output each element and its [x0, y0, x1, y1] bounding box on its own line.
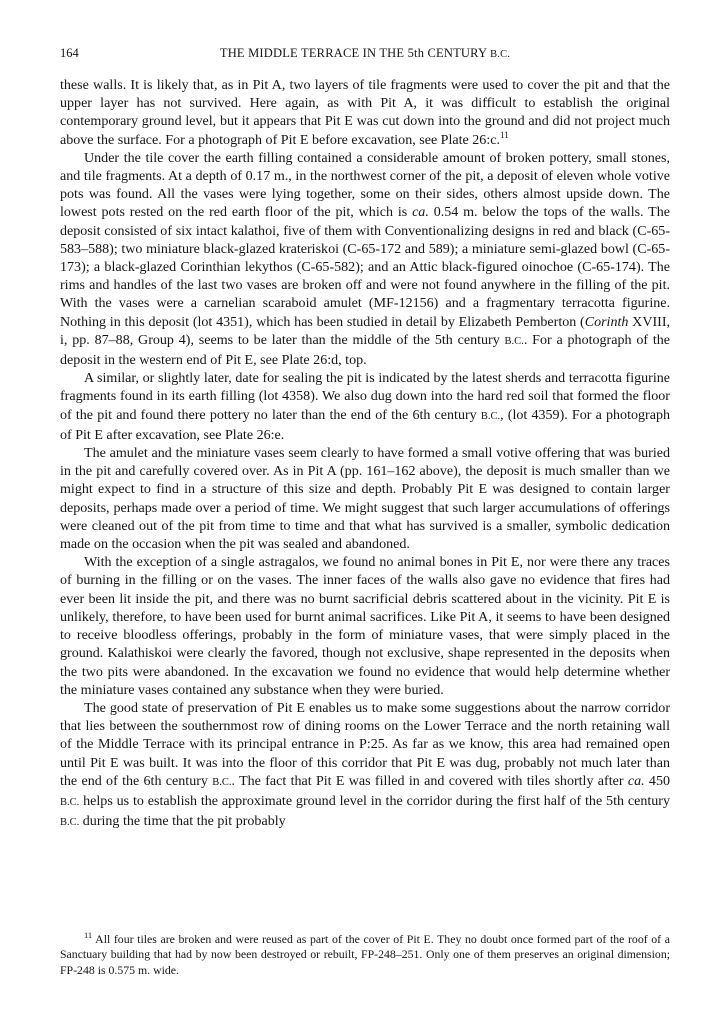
paragraph-text: these walls. It is likely that, as in Pit A, two layers of tile fragments were used to cover the pit and that the upper layer has not survived. Here again, as with Pit A, it was difficult to establish the original contemporary ground level, but it appears that Pit E was cut down into the ground and did not project much above the surface. For a photograph of Pit E before excavation, see Plate 26:c. — [60, 77, 670, 148]
era-bc: B.C. — [60, 796, 80, 808]
paragraph-text: . The fact that Pit E was filled in and covered with tiles shortly after — [231, 772, 624, 789]
paragraph-text: The good state of preservation of Pit E enables us to make some suggestions about the narrow corridor that lies between the southernmost row of dining rooms on the Lower Terrace and the north retaining wall of the Middle Terrace with its principal entrance in P:25. As far as we know, this area had remained open until Pit E was built. It was into the floor of this corridor that Pit E was dug, probably not much later than the end of the 6th century — [60, 699, 670, 789]
paragraph-6 — [60, 699, 670, 832]
footnote — [60, 932, 670, 978]
page — [60, 46, 670, 832]
paragraph-text: during the time that the pit probably — [82, 813, 286, 830]
citation-title: Corinth — [584, 313, 629, 330]
paragraph-5: With the exception of a single astragalos, we found no animal bones in Pit E, nor were there any traces of burning in the filling or on the vases. The inner faces of the walls also gave no evidence that fires had ever been lit inside the pit, and there was no burnt sacrificial debris scattered about in the vicinity. Pit E is unlikely, therefore, to have been used for burnt animal sacrifices. Like Pit A, it seems to have been designed to receive bloodless offerings, probably in the form of miniature vases, that were simply placed in the ground. Kalathiskoi were clearly the favored, though not exclusive, shape represented in the deposits when the two pits were abandoned. In the excavation we found no evidence that would help determine whether the miniature vases contained any substance when they were buried. — [60, 554, 670, 698]
paragraph-text: A similar, or slightly later, date for sealing the pit is indicated by the latest sherds and terracotta figurine fragments found in its earth filling (lot 4358). We also dug down into the hard red soil that formed the floor of the pit and found there pottery no later than the end of the 6th century — [60, 370, 670, 423]
paragraph-text: , (lot 4359). For a photograph of Pit E after excavation, see Plate 26:e. — [60, 406, 670, 443]
paragraph-4: The amulet and the miniature vases seem clearly to have formed a small votive offering that was buried in the pit and carefully covered over. As in Pit A (pp. 161–162 above), the deposit is much smaller than we might expect to find in a structure of this size and depth. Probably Pit E was designed to contain larger deposits, perhaps made over a period of time. We might suggest that such larger accumulations of offerings were cleaned out of the pit from time to time and that what has survived is a smaller, symbolic dedication made on the occasion when the pit was sealed and abandoned. — [60, 445, 670, 553]
era-bc: B.C. — [60, 817, 80, 829]
paragraph-text: 450 — [648, 772, 670, 789]
era-bc: B.C. — [212, 776, 232, 788]
footnote-text: All four tiles are broken and were reused as part of the cover of Pit E. They no doubt once formed part of the roof of a Sanctuary building that had by now been destroyed or rebuilt, FP-248–251. Only one of them preserves an original dimension; FP-248 is 0.575 m. wide. — [60, 932, 670, 977]
footnote-number: 11 — [84, 930, 93, 940]
page-number: 164 — [60, 46, 79, 60]
era-bc: B.C. — [504, 335, 524, 347]
footnote-ref[interactable]: 11 — [499, 129, 509, 140]
era-bc: B.C. — [480, 410, 501, 422]
paragraph-text: helps us to establish the approximate ground level in the corridor during the first half of the 5th century — [83, 792, 670, 809]
paragraph-text: . For a photograph of the deposit in the western end of Pit E, see Plate 26:d, top. — [60, 331, 670, 369]
paragraph-2 — [60, 149, 670, 369]
abbrev-circa: ca. — [627, 772, 645, 789]
paragraph-text: XVIII, i, pp. 87–88, Group 4), seems to be later than the middle of the 5th century — [60, 313, 671, 348]
paragraph-1 — [60, 76, 670, 149]
running-header — [60, 46, 670, 66]
running-title-era: B.C. — [490, 49, 511, 60]
paragraph-3 — [60, 369, 670, 444]
running-title-text: THE MIDDLE TERRACE IN THE 5th CENTURY — [219, 46, 487, 60]
paragraph-text: 0.54 m. below the tops of the walls. The deposit consisted of six intact kalathoi, five of them with Conventionalizing designs in red and black (C-65-583–588); two miniature black-glazed krateriskoi (C-65-172 and 589); a miniature semi-glazed bowl (C-65-173); a black-glazed Corinthian lekythos (C-65-582); and an Attic black-figured oinochoe (C-65-174). The rims and handles of the last two vases are broken off and were not found anywhere in the filling of the pit. With the vases were a carnelian scaraboid amulet (MF-12156) and a fragmentary terracotta figurine. Nothing in this deposit (lot 4351), which has been studied in detail by Elizabeth Pemberton ( — [60, 204, 671, 330]
running-title — [60, 46, 670, 61]
paragraph-text: Under the tile cover the earth filling contained a considerable amount of broken pottery, small stones, and tile fragments. At a depth of 0.17 m., in the northwest corner of the pit, a deposit of eleven whole votive pots was found. All the vases were lying together, some on their sides, others almost upside down. The lowest pots rested on the red earth floor of the pit, which is — [60, 149, 670, 221]
body-text — [60, 76, 670, 832]
abbrev-circa: ca. — [412, 204, 429, 221]
